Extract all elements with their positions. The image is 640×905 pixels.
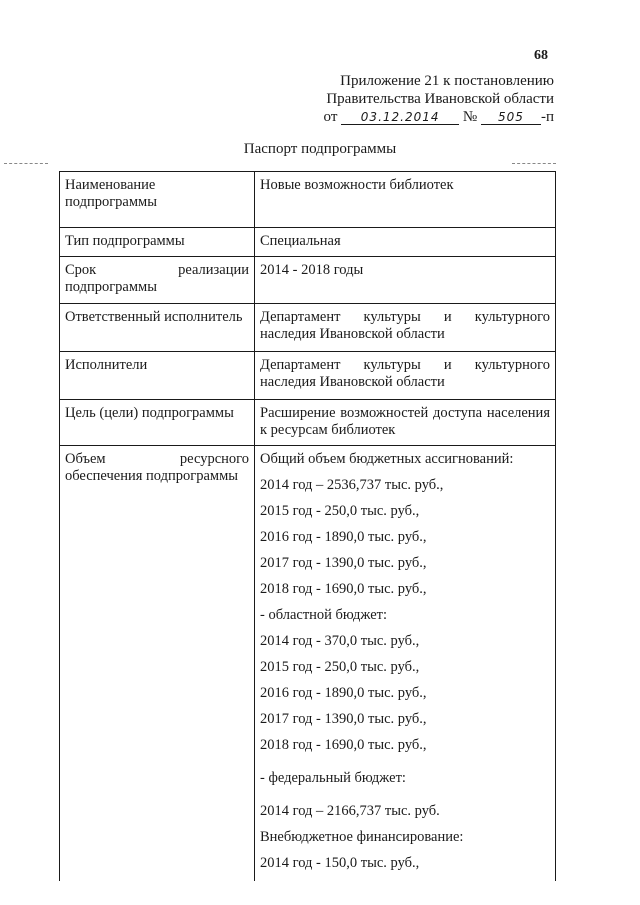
funding-item: 2014 год – 2166,737 тыс. руб. xyxy=(260,803,440,819)
label-word-right: ресурсного xyxy=(179,451,249,467)
funding-item: Внебюджетное финансирование: xyxy=(260,829,464,845)
row-label: Наименование подпрограммы xyxy=(60,172,255,228)
row-value xyxy=(255,352,556,400)
handwritten-date: 03.12.2014 xyxy=(360,110,440,124)
row-value: Специальная xyxy=(255,228,556,257)
funding-item: 2017 год - 1390,0 тыс. руб., xyxy=(260,555,427,571)
funding-item: 2017 год - 1390,0 тыс. руб., xyxy=(260,711,427,727)
label-line-2: обеспечения подпрограммы xyxy=(65,468,239,484)
row-label: Исполнители xyxy=(60,352,255,400)
margin-dash-left xyxy=(4,163,48,164)
from-label: от xyxy=(323,109,338,125)
row-value: Новые возможности библиотек xyxy=(255,172,556,228)
row-label: Ответственный исполнитель xyxy=(60,304,255,352)
handwritten-number: 505 xyxy=(498,110,524,124)
funding-item: 2014 год - 370,0 тыс. руб., xyxy=(260,633,420,649)
label-word-left: Срок xyxy=(65,262,97,278)
row-label xyxy=(60,257,255,304)
row-value-text: Департамент культуры и культурного наследия Ивановской области xyxy=(260,357,550,390)
appendix-line-2: Правительства Ивановской области xyxy=(326,91,554,107)
row-value xyxy=(255,304,556,352)
funding-item: 2014 год – 2536,737 тыс. руб., xyxy=(260,477,444,493)
funding-item: 2016 год - 1890,0 тыс. руб., xyxy=(260,685,427,701)
table-row xyxy=(60,228,556,257)
appendix-line-1: Приложение 21 к постановлению xyxy=(340,73,554,89)
funding-list xyxy=(255,446,556,882)
funding-item: - областной бюджет: xyxy=(260,607,388,623)
table-row-funding xyxy=(60,446,556,882)
row-value-text: Департамент культуры и культурного наследия Ивановской области xyxy=(260,309,550,342)
row-value-text: Расширение возможностей доступа населения к ресурсам библиотек xyxy=(260,405,550,438)
funding-item: 2018 год - 1690,0 тыс. руб., xyxy=(260,581,427,597)
number-suffix: -п xyxy=(540,109,554,125)
document-title: Паспорт подпрограммы xyxy=(243,141,397,157)
label-line-2: подпрограммы xyxy=(65,279,157,295)
appendix-line-3 xyxy=(324,108,554,126)
number-label: № xyxy=(462,109,478,125)
table-row xyxy=(60,304,556,352)
table-row xyxy=(60,172,556,228)
margin-dash-right xyxy=(512,163,556,164)
funding-item: 2014 год - 150,0 тыс. руб., xyxy=(260,855,420,871)
number-field xyxy=(481,110,541,125)
funding-item: Общий объем бюджетных ассигнований: xyxy=(260,451,514,467)
label-word-right: реализации xyxy=(178,262,249,278)
passport-table xyxy=(59,171,556,881)
row-label xyxy=(60,446,255,882)
table-row xyxy=(60,400,556,446)
funding-item: 2015 год - 250,0 тыс. руб., xyxy=(260,503,420,519)
row-value: 2014 - 2018 годы xyxy=(255,257,556,304)
date-field xyxy=(341,110,459,125)
appendix-header xyxy=(324,72,554,126)
row-value xyxy=(255,400,556,446)
funding-item: 2015 год - 250,0 тыс. руб., xyxy=(260,659,420,675)
funding-item: 2016 год - 1890,0 тыс. руб., xyxy=(260,529,427,545)
table-row xyxy=(60,257,556,304)
funding-item: - федеральный бюджет: xyxy=(260,770,406,786)
row-label: Тип подпрограммы xyxy=(60,228,255,257)
funding-item: 2018 год - 1690,0 тыс. руб., xyxy=(260,737,427,753)
label-word-left: Объем xyxy=(65,451,106,467)
table-row xyxy=(60,352,556,400)
page-number: 68 xyxy=(534,48,548,63)
row-label: Цель (цели) подпрограммы xyxy=(60,400,255,446)
